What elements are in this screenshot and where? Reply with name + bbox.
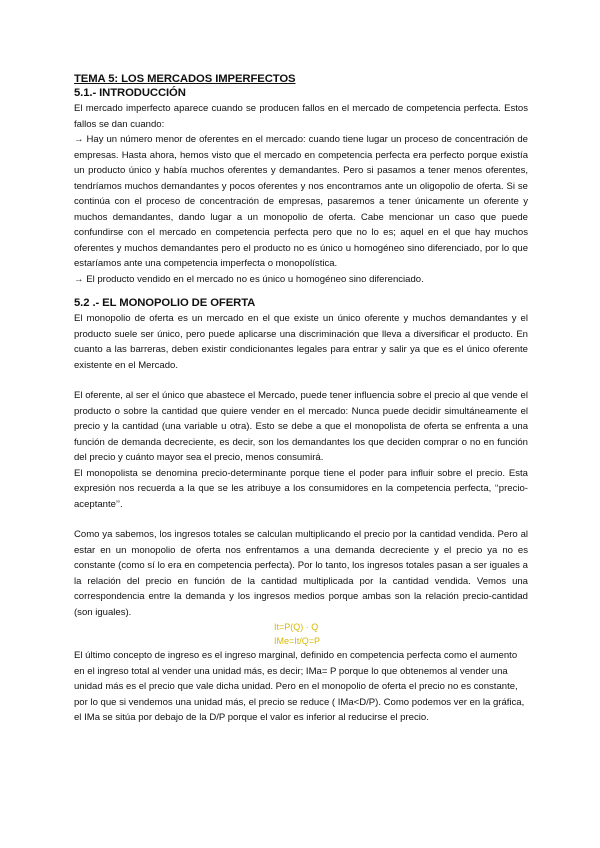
- paragraph: El mercado imperfecto aparece cuando se producen fallos en el mercado de competencia perfecta. Estos fallos se dan cuando:: [74, 103, 528, 130]
- section-heading-monopolio: 5.2 .- EL MONOPOLIO DE OFERTA: [74, 297, 256, 309]
- paragraph: El monopolio de oferta es un mercado en el que existe un único oferente y muchos demandantes y el producto suele ser único, pero puede aplicarse una discriminación que lleva a diversificar el producto. En cuanto a las barreras, deben existir condicionantes legales para entrar y salir ya que es el único oferente existente en el Mercado.: [74, 313, 528, 371]
- paragraph: El monopolista se denomina precio-determinante porque tiene el poder para influir sobre el precio. Esta expresión nos recuerda a la que se les atribuye a los consumidores en la competencia perfecta, ‘‘precio-aceptante’’.: [74, 467, 528, 510]
- paragraph: El oferente, al ser el único que abastece el Mercado, puede tener influencia sobre el precio al que vende el producto o sobre la cantidad que quiere vender en el mercado: Nunca puede decidir simultáneamente el precio y la cantidad (una variable u otra). Esto se debe a que el monopolista de oferta se enfrenta a una función de demanda decreciente, es decir, son los demandantes los que deciden comprar o no en función del precio y cuánto mayor sea el precio, menos consumirá.: [74, 390, 528, 463]
- document-title: TEMA 5: LOS MERCADOS IMPERFECTOS: [74, 73, 296, 85]
- paragraph: El último concepto de ingreso es el ingreso marginal, definido en competencia perfecta como el aumento en el ingreso total al vender una unidad más, es decir; IMa= P porque lo que obtenemos al vender una unidad más es el precio que vale dicha unidad. Pero en el monopolio de oferta el precio no es constante, por lo que si vendemos una unidad más, el precio se reduce ( IMa<D/P). Como podemos ver en la gráfica, el IMa se sitúa por debajo de la D/P porque el valor es inferior al reducirse el precio.: [74, 650, 525, 723]
- formula-average-income: IMe=It/Q=P: [274, 636, 321, 646]
- paragraph: → El producto vendido en el mercado no es único u homogéneo sino diferenciado.: [74, 273, 424, 285]
- paragraph: → Hay un número menor de oferentes en el mercado: cuando tiene lugar un proceso de concentración de empresas. Hasta ahora, hemos visto que el mercado en competencia perfecta era perfecto porque existía un producto único y había muchos oferentes y demandantes. Pero si pasamos a tener menos oferentes, tendríamos muchos demandantes y pocos oferentes y nos encontramos ante un oligopolio de oferta. Si se continúa con el proceso de concentración de empresas, pasaremos a tener únicamente un oferente y muchos demandantes, dando lugar a un monopolio de oferta. Cabe mencionar un caso que puede confundirse con el mercado en competencia perfecta pero que no lo es; aquel en el que hay muchos oferentes y muchos demandantes pero el producto no es único u homogéneo sino diferenciado, por lo que estaríamos ante una competencia imperfecta o monopolística.: [74, 134, 528, 269]
- section-heading-introduccion: 5.1.- INTRODUCCIÓN: [74, 87, 186, 99]
- income-formula: [274, 620, 528, 648]
- document-body: [74, 72, 528, 726]
- paragraph: Como ya sabemos, los ingresos totales se calculan multiplicando el precio por la cantidad vendida. Pero al estar en un monopolio de oferta nos enfrentamos a una demanda decreciente y el precio ya no es constante (como sí lo era en competencia perfecta). Por lo tanto, los ingresos totales pasan a ser iguales a la relación del precio en función de la cantidad multiplicada por la cantidad vendida. Vemos una correspondencia entre la demanda y los ingresos medios porque ambas son la relación precio-cantidad (son iguales).: [74, 529, 528, 618]
- formula-total-income: It=P(Q) · Q: [274, 622, 319, 632]
